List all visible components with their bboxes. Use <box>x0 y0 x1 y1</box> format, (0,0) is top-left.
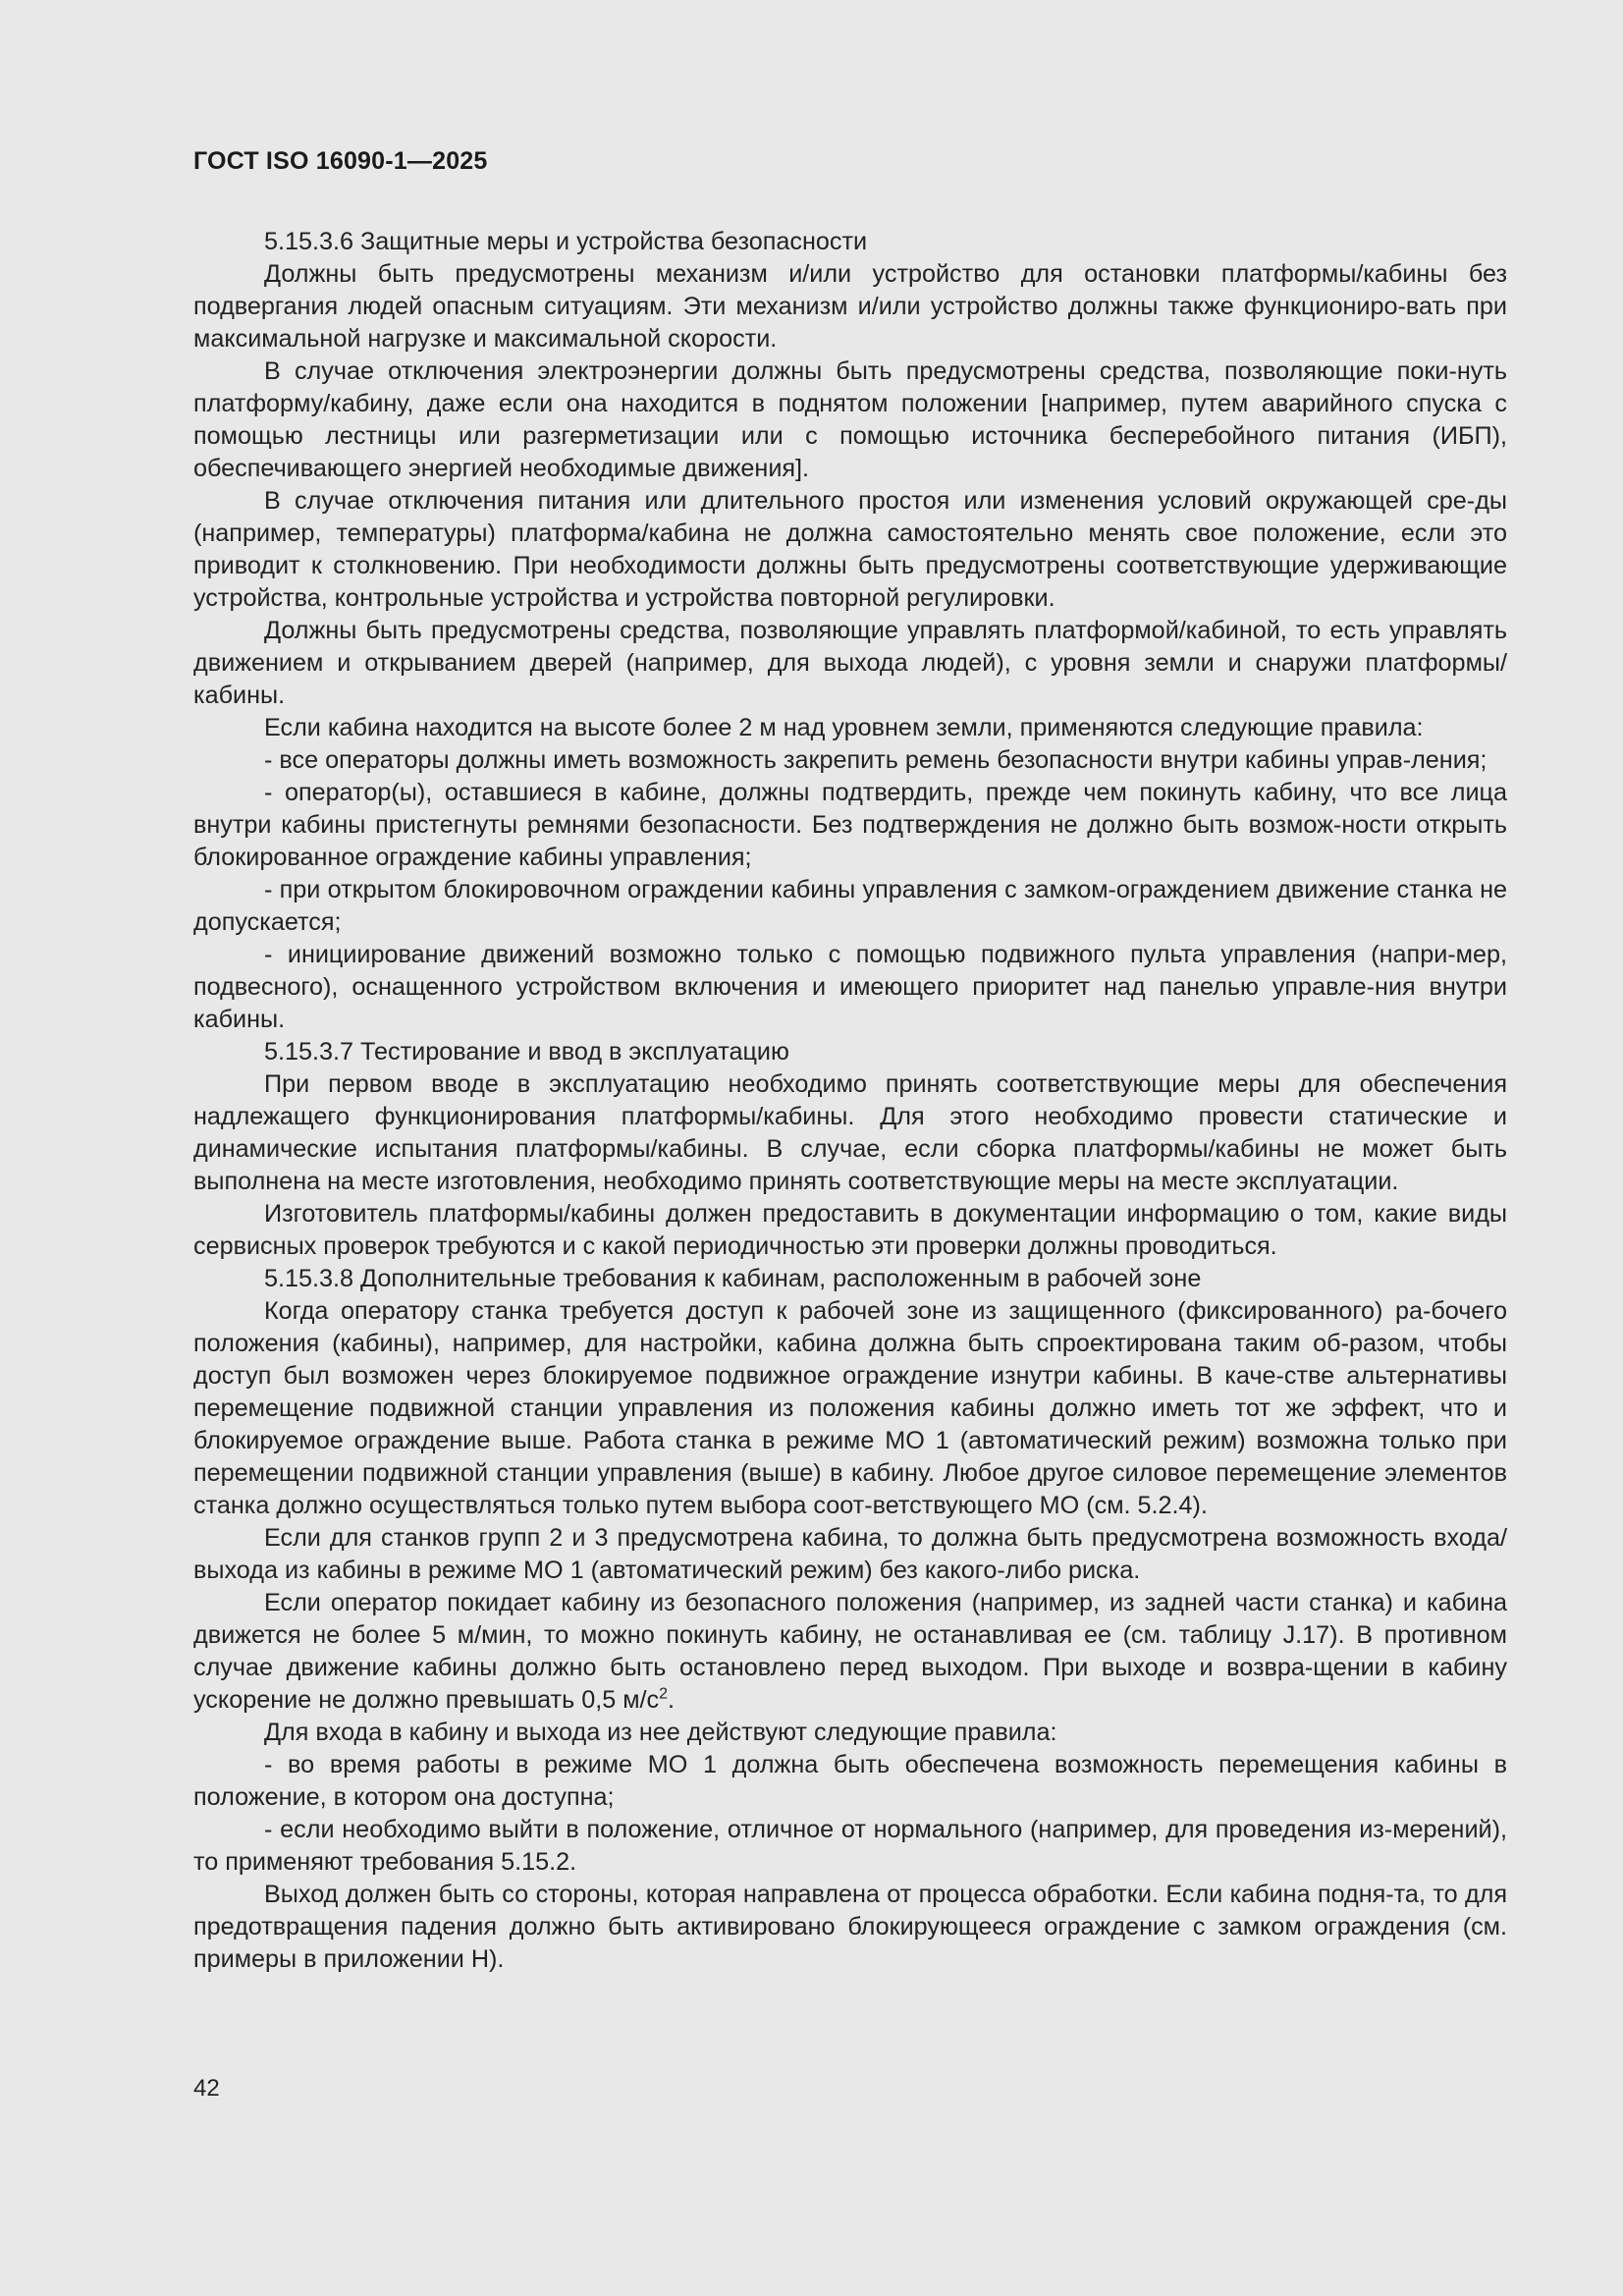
document-code-header: ГОСТ ISO 16090-1—2025 <box>193 147 488 175</box>
paragraph: При первом вводе в эксплуатацию необходимо принять соответствующие меры для обеспечения надлежащего функционирования платформы/кабины. Для этого необходимо провести статические и динамические испытания платформы/кабины. В случае, если сборка платформы/кабины не может быть выполнена на месте изготовления, необходимо принять соответствующие меры на месте эксплуатации. <box>193 1070 1507 1195</box>
paragraph: Должны быть предусмотрены механизм и/или устройство для остановки платформы/кабины без подвергания людей опасным ситуациям. Эти механизм и/или устройство должны также функциониро-вать при максимальной нагрузке и максимальной скорости. <box>193 260 1507 353</box>
document-body <box>193 226 1507 1976</box>
list-item: - оператор(ы), оставшиеся в кабине, должны подтвердить, прежде чем покинуть кабину, что все лица внутри кабины пристегнуты ремнями безопасности. Без подтверждения не должно быть возмож-ности открыть блокированное ограждение кабины управления; <box>193 779 1507 871</box>
paragraph: Изготовитель платформы/кабины должен предоставить в документации информацию о том, какие виды сервисных проверок требуются и с какой периодичностью эти проверки должны проводиться. <box>193 1200 1507 1260</box>
paragraph-with-superscript <box>193 1587 1507 1717</box>
list-item: - если необходимо выйти в положение, отличное от нормального (например, для проведения из-мерений), то применяют требования 5.15.2. <box>193 1816 1507 1876</box>
paragraph: Для входа в кабину и выхода из нее действуют следующие правила: <box>264 1719 1057 1746</box>
clause-heading-5-15-3-8: 5.15.3.8 Дополнительные требования к кабинам, расположенным в рабочей зоне <box>264 1265 1202 1292</box>
list-item: - все операторы должны иметь возможность закрепить ремень безопасности внутри кабины управ-ления; <box>264 746 1488 774</box>
list-item: - при открытом блокировочном ограждении кабины управления с замком-ограждением движение станка не допускается; <box>193 876 1507 936</box>
paragraph: Если для станков групп 2 и 3 предусмотрена кабина, то должна быть предусмотрена возможность входа/выхода из кабины в режиме МО 1 (автоматический режим) без какого-либо риска. <box>193 1524 1507 1584</box>
paragraph-text: Если оператор покидает кабину из безопасного положения (например, из задней части станка) и кабина движется не более 5 м/мин, то можно покинуть кабину, не останавливая ее (см. таблицу J.17). В противном случае движение кабины должно быть остановлено перед выходом. При выходе и возвра-щении в кабину ускорение не должно превышать 0,5 м/с <box>193 1589 1507 1714</box>
superscript-power: 2 <box>659 1685 669 1703</box>
paragraph: Должны быть предусмотрены средства, позволяющие управлять платформой/кабиной, то есть управлять движением и открыванием дверей (например, для выхода людей), с уровня земли и снаружи платформы/кабины. <box>193 617 1507 709</box>
list-item: - во время работы в режиме МО 1 должна быть обеспечена возможность перемещения кабины в положение, в котором она доступна; <box>193 1751 1507 1811</box>
paragraph: Когда оператору станка требуется доступ к рабочей зоне из защищенного (фиксированного) ра-бочего положения (кабины), например, для настройки, кабина должна быть спроектирована таким об-разом, чтобы доступ был возможен через блокируемое подвижное ограждение изнутри кабины. В каче-стве альтернативы перемещение подвижной станции управления из положения кабины должно иметь тот же эффект, что и блокируемое ограждение выше. Работа станка в режиме МО 1 (автоматический режим) возможна только при перемещении подвижной станции управления (выше) в кабину. Любое другое силовое перемещение элементов станка должно осуществляться только путем выбора соот-ветствующего МО (см. 5.2.4). <box>193 1297 1507 1519</box>
paragraph: В случае отключения питания или длительного простоя или изменения условий окружающей сре-ды (например, температуры) платформа/кабина не должна самостоятельно менять свое положение, если это приводит к столкновению. При необходимости должны быть предусмотрены соответствующие удерживающие устройства, контрольные устройства и устройства повторной регулировки. <box>193 487 1507 612</box>
list-item: - инициирование движений возможно только с помощью подвижного пульта управления (напри-мер, подвесного), оснащенного устройством включения и имеющего приоритет над панелью управле-ния внутри кабины. <box>193 941 1507 1033</box>
page-number: 42 <box>193 2075 220 2102</box>
paragraph: Выход должен быть со стороны, которая направлена от процесса обработки. Если кабина подня-та, то для предотвращения падения должно быть активировано блокирующееся ограждение с замком ограждения (см. примеры в приложении Н). <box>193 1881 1507 1973</box>
clause-heading-5-15-3-7: 5.15.3.7 Тестирование и ввод в эксплуатацию <box>264 1038 789 1066</box>
clause-heading-5-15-3-6: 5.15.3.6 Защитные меры и устройства безопасности <box>264 228 868 255</box>
paragraph: Если кабина находится на высоте более 2 м над уровнем земли, применяются следующие правила: <box>264 714 1424 741</box>
paragraph-end: . <box>668 1686 676 1714</box>
paragraph: В случае отключения электроэнергии должны быть предусмотрены средства, позволяющие поки-нуть платформу/кабину, даже если она находится в поднятом положении [например, путем аварийного спуска с помощью лестницы или разгерметизации или с помощью источника бесперебойного питания (ИБП), обеспечивающего энергией необходимые движения]. <box>193 357 1507 482</box>
